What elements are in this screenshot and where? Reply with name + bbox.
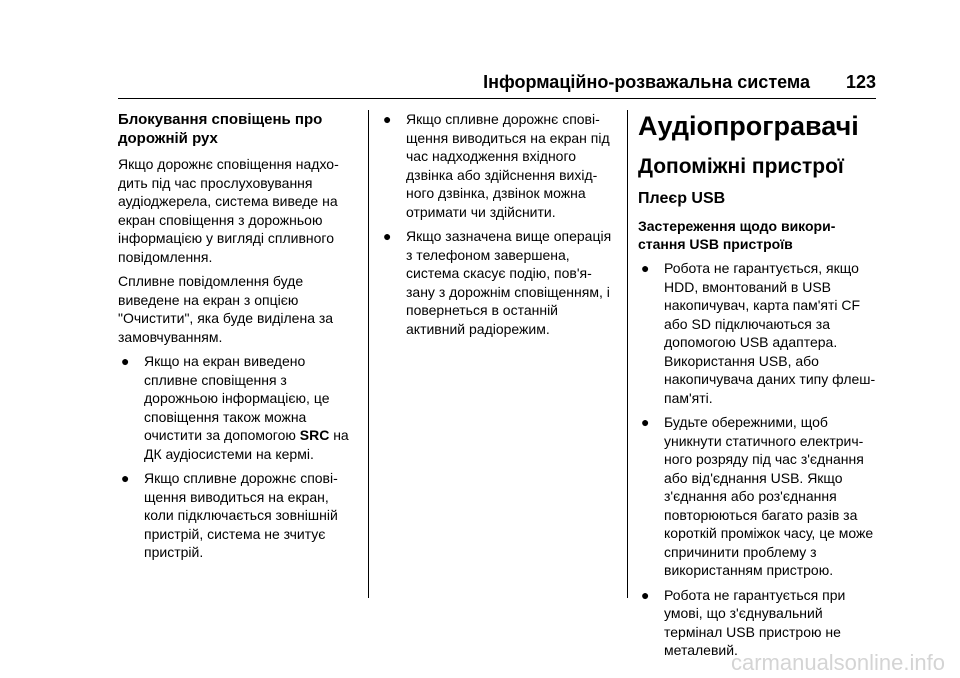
column-2 bbox=[380, 110, 620, 344]
bullet-text: Робота не гарантується при умові, що з'єднувальний термінал USB пристрою не металевий. bbox=[664, 586, 846, 658]
bullet-icon: ● bbox=[383, 228, 392, 244]
caution-heading: Застереження щодо викори-стання USB пристроїв bbox=[638, 218, 836, 252]
paragraph: Спливне повідомлення буде виведене на екран з опцією "Очистити", яка буде виділена за замовчуванням. bbox=[118, 273, 334, 345]
chapter-heading: Аудіопрогравачі bbox=[638, 111, 859, 141]
paragraph: Якщо дорожнє сповіщення надхо-дить під час прослуховування аудіоджерела, система виведе на екран сповіщення з дорожньою інформацією у вигляді спливного повідомлення. bbox=[118, 156, 339, 265]
list-item bbox=[638, 259, 880, 407]
bullet-text: Якщо спливне дорожнє спові-щення виводиться на екран під час надходження вхідного дзвінка або здійснення вихід-ного дзвінка, дзвінок можна отримати чи здійснити. bbox=[406, 111, 610, 220]
list-item bbox=[380, 110, 620, 221]
bullet-text: на ДК аудіосистеми на кермі. bbox=[144, 427, 349, 462]
bullet-icon: ● bbox=[121, 353, 130, 369]
bullet-icon: ● bbox=[641, 414, 650, 430]
bullet-icon: ● bbox=[121, 470, 130, 486]
list-item bbox=[118, 469, 358, 562]
list-item bbox=[638, 586, 880, 660]
list-item bbox=[638, 413, 880, 580]
column-divider bbox=[627, 110, 628, 598]
bullet-text: Якщо зазначена вище операція з телефоном завершена, система скасує подію, пов'я-зану з дорожнім сповіщенням, і повернеться в останній активний радіорежим. bbox=[406, 228, 612, 337]
subsection-heading: Плеєр USB bbox=[638, 190, 726, 207]
header-rule bbox=[118, 98, 876, 99]
column-3 bbox=[638, 110, 880, 666]
section-heading: Допоміжні пристрої bbox=[638, 155, 844, 178]
watermark-text: carmanualsonline.info bbox=[730, 650, 945, 675]
list-item bbox=[118, 352, 358, 463]
bullet-text: Робота не гарантується, якщо HDD, вмонтований в USB накопичувач, карта пам'яті CF або SD підключаються за допомогою USB адаптера. Використання USB, або накопичувача даних типу флеш-пам'яті. bbox=[664, 260, 876, 406]
column-1 bbox=[118, 110, 358, 568]
bullet-text: Якщо спливне дорожнє спові-щення виводиться на екран, коли підключається зовнішній пристрій, система не зчитує пристрій. bbox=[144, 470, 338, 560]
column-divider bbox=[368, 110, 369, 598]
bullet-text: Будьте обережними, щоб уникнути статичного електрич-ного розряду під час з'єднання або від'єднання USB. Якщо з'єднання або роз'єднання повторюються багато разів за короткій проміжок часу, це може спричинити проблему з використанням пристрою. bbox=[664, 414, 874, 578]
list-item bbox=[380, 227, 620, 338]
bullet-text-bold: SRC bbox=[299, 427, 330, 443]
bullet-icon: ● bbox=[641, 260, 650, 276]
bullet-text: Якщо на екран виведено спливне сповіщення з дорожньою інформацією, це сповіщення також можна очистити за допомогою bbox=[144, 353, 330, 443]
page-number: 123 bbox=[845, 72, 876, 92]
bullet-icon: ● bbox=[383, 111, 392, 127]
bullet-icon: ● bbox=[641, 586, 650, 603]
page-header-title: Інформаційно-розважальна система bbox=[483, 72, 810, 92]
section-heading: Блокування сповіщень про дорожній рух bbox=[118, 111, 323, 147]
